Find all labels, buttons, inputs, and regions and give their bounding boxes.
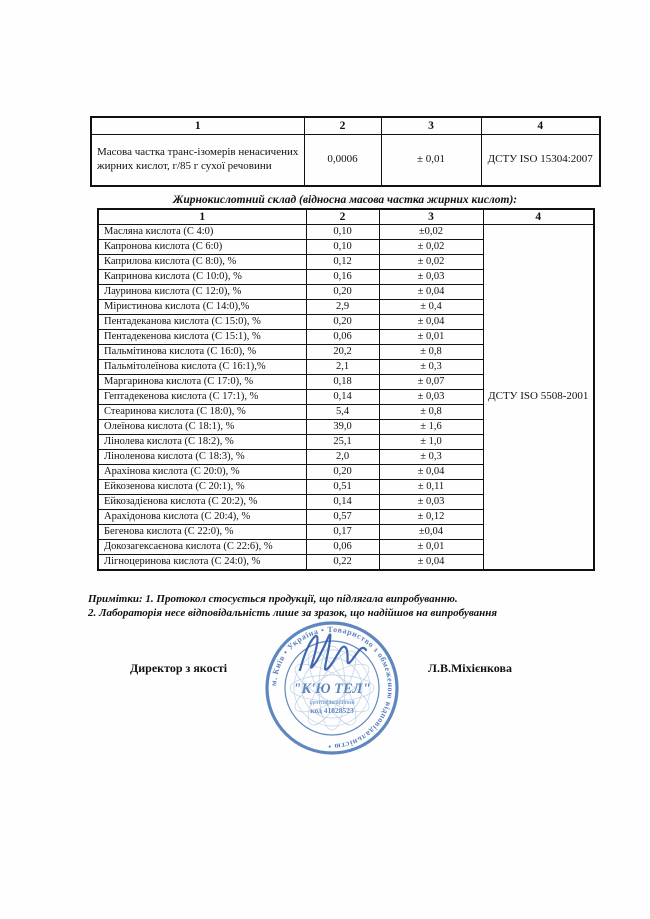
- acid-value: 2,1: [306, 360, 379, 375]
- acid-name: Лінолева кислота (С 18:2), %: [98, 435, 306, 450]
- column-header: 3: [379, 209, 483, 225]
- acid-name: Докозагексаєнова кислота (С 22:6), %: [98, 540, 306, 555]
- acid-tolerance: ± 0,02: [379, 240, 483, 255]
- acid-value: 0,20: [306, 285, 379, 300]
- acid-name: Лігноцеринова кислота (С 24:0), %: [98, 555, 306, 571]
- acid-name: Капронова кислота (С 6:0): [98, 240, 306, 255]
- table-header-row: [91, 117, 600, 135]
- acid-value: 0,06: [306, 330, 379, 345]
- acid-tolerance: ± 0,01: [379, 540, 483, 555]
- acid-tolerance: ± 0,04: [379, 285, 483, 300]
- acid-value: 0,14: [306, 390, 379, 405]
- table-row: [98, 225, 594, 240]
- acid-name: Арахідонова кислота (С 20:4), %: [98, 510, 306, 525]
- acid-tolerance: ± 0,04: [379, 555, 483, 571]
- column-header: 3: [381, 117, 481, 135]
- stamp-company-name: "К'Ю ТЕЛ": [293, 681, 371, 697]
- acid-value: 20,2: [306, 345, 379, 360]
- acid-tolerance: ± 0,04: [379, 315, 483, 330]
- acid-value: 2,9: [306, 300, 379, 315]
- signer-name: Л.В.Міхієнкова: [428, 661, 512, 675]
- acid-value: 0,10: [306, 225, 379, 240]
- note-line: 2. Лабораторія несе відповідальність лише за зразок, що надійшов на випробування: [88, 607, 498, 619]
- acid-tolerance: ± 0,3: [379, 360, 483, 375]
- acid-value: 0,51: [306, 480, 379, 495]
- acid-tolerance: ± 0,12: [379, 510, 483, 525]
- acid-name: Міристинова кислота (С 14:0),%: [98, 300, 306, 315]
- acid-value: 5,4: [306, 405, 379, 420]
- acid-value: 39,0: [306, 420, 379, 435]
- acid-name: Гептадекенова кислота (С 17:1), %: [98, 390, 306, 405]
- stamp-ring-label: м. Київ • Україна • Товариство з обмеженою відповідальністю •: [268, 624, 396, 752]
- acid-value: 0,57: [306, 510, 379, 525]
- acid-name: Бегенова кислота (С 22:0), %: [98, 525, 306, 540]
- acid-name: Ейкозадієнова кислота (С 20:2), %: [98, 495, 306, 510]
- acid-name: Пентадекенова кислота (С 15:1), %: [98, 330, 306, 345]
- notes-block: [88, 592, 608, 620]
- acid-name: Арахінова кислота (С 20:0), %: [98, 465, 306, 480]
- acid-name: Маргаринова кислота (С 17:0), %: [98, 375, 306, 390]
- acid-value: 0,17: [306, 525, 379, 540]
- acid-name: Пентадеканова кислота (С 15:0), %: [98, 315, 306, 330]
- acid-tolerance: ± 1,6: [379, 420, 483, 435]
- acid-tolerance: ± 0,11: [379, 480, 483, 495]
- table-row: [91, 135, 600, 187]
- trans-isomers-table: [90, 116, 601, 187]
- acid-value: 0,20: [306, 465, 379, 480]
- acid-tolerance: ± 0,03: [379, 270, 483, 285]
- method-reference: ДСТУ ISO 5508-2001: [483, 225, 594, 571]
- acid-tolerance: ±0,02: [379, 225, 483, 240]
- column-header: 4: [483, 209, 594, 225]
- company-stamp: [262, 618, 402, 758]
- note-line: Примітки: 1. Протокол стосується продукції, що підлягала випробуванню.: [88, 593, 458, 605]
- acid-value: 0,18: [306, 375, 379, 390]
- column-header: 2: [306, 209, 379, 225]
- acid-tolerance: ± 0,03: [379, 495, 483, 510]
- acid-value: 0,10: [306, 240, 379, 255]
- acid-name: Капринова кислота (С 10:0), %: [98, 270, 306, 285]
- acid-value: 0,22: [306, 555, 379, 571]
- acid-tolerance: ± 0,03: [379, 390, 483, 405]
- fatty-acid-rows: [98, 225, 594, 571]
- table-header-row: [98, 209, 594, 225]
- acid-tolerance: ± 0,3: [379, 450, 483, 465]
- acid-tolerance: ± 0,4: [379, 300, 483, 315]
- parameter-value: 0,0006: [304, 135, 381, 187]
- acid-value: 0,06: [306, 540, 379, 555]
- acid-name: Пальмітинова кислота (С 16:0), %: [98, 345, 306, 360]
- column-header: 1: [98, 209, 306, 225]
- acid-tolerance: ±0,04: [379, 525, 483, 540]
- acid-tolerance: ± 0,04: [379, 465, 483, 480]
- acid-value: 0,12: [306, 255, 379, 270]
- acid-tolerance: ± 1,0: [379, 435, 483, 450]
- acid-name: Ліноленова кислота (С 18:3), %: [98, 450, 306, 465]
- stamp-subtext-2: код 41828523: [310, 706, 354, 715]
- acid-name: Каприлова кислота (С 8:0), %: [98, 255, 306, 270]
- acid-name: Стеаринова кислота (С 18:0), %: [98, 405, 306, 420]
- acid-name: Пальмітолеїнова кислота (С 16:1),%: [98, 360, 306, 375]
- acid-value: 0,16: [306, 270, 379, 285]
- column-header: 1: [91, 117, 304, 135]
- acid-name: Лауринова кислота (С 12:0), %: [98, 285, 306, 300]
- column-header: 2: [304, 117, 381, 135]
- acid-tolerance: ± 0,01: [379, 330, 483, 345]
- acid-name: Масляна кислота (С 4:0): [98, 225, 306, 240]
- acid-value: 25,1: [306, 435, 379, 450]
- acid-value: 2,0: [306, 450, 379, 465]
- parameter-tolerance: ± 0,01: [381, 135, 481, 187]
- stamp-subtext-1: ідентифікаційний: [309, 700, 355, 706]
- acid-name: Ейкозенова кислота (С 20:1), %: [98, 480, 306, 495]
- acid-name: Олеїнова кислота (С 18:1), %: [98, 420, 306, 435]
- acid-tolerance: ± 0,8: [379, 345, 483, 360]
- fatty-acid-table: [97, 208, 595, 571]
- acid-tolerance: ± 0,07: [379, 375, 483, 390]
- acid-value: 0,20: [306, 315, 379, 330]
- column-header: 4: [481, 117, 600, 135]
- parameter-name: Масова частка транс-ізомерів ненасичених жирних кислот, г/85 г сухої речовини: [91, 135, 304, 187]
- parameter-method: ДСТУ ISO 15304:2007: [481, 135, 600, 187]
- acid-tolerance: ± 0,8: [379, 405, 483, 420]
- fatty-acid-table-title: Жирнокислотний склад (відносна масова частка жирних кислот):: [172, 194, 518, 206]
- signer-position: Директор з якості: [130, 661, 228, 675]
- acid-tolerance: ± 0,02: [379, 255, 483, 270]
- acid-value: 0,14: [306, 495, 379, 510]
